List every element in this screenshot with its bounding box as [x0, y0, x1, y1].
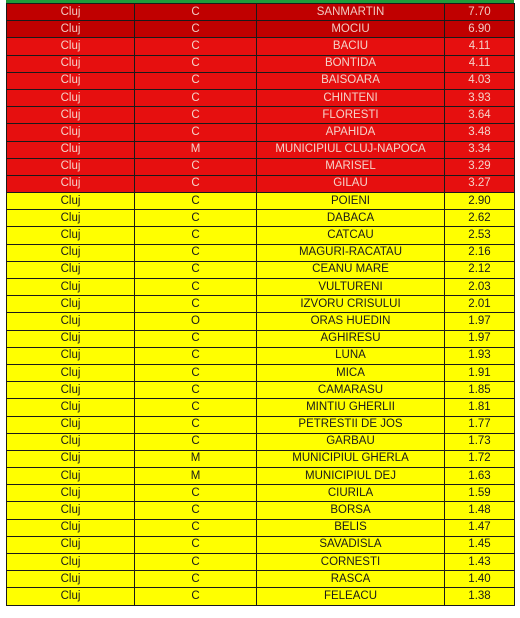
- cell-type: C: [135, 107, 257, 124]
- cell-rate: 1.91: [445, 364, 515, 381]
- cell-county: Cluj: [7, 382, 135, 399]
- cell-type: C: [135, 175, 257, 192]
- cell-county: Cluj: [7, 330, 135, 347]
- cell-locality: MOCIU: [257, 21, 445, 38]
- cell-county: Cluj: [7, 571, 135, 588]
- cell-type: C: [135, 210, 257, 227]
- table-row: [7, 107, 515, 124]
- cell-rate: 3.64: [445, 107, 515, 124]
- cell-type: C: [135, 502, 257, 519]
- cell-locality: MUNICIPIUL DEJ: [257, 468, 445, 485]
- cell-type: C: [135, 433, 257, 450]
- cell-type: M: [135, 468, 257, 485]
- cell-rate: 2.62: [445, 210, 515, 227]
- cell-rate: 3.27: [445, 175, 515, 192]
- cell-locality: APAHIDA: [257, 124, 445, 141]
- cell-type: C: [135, 519, 257, 536]
- cell-type: C: [135, 571, 257, 588]
- cell-county: Cluj: [7, 502, 135, 519]
- cell-type: C: [135, 364, 257, 381]
- cell-type: C: [135, 330, 257, 347]
- table-row: [7, 279, 515, 296]
- cell-rate: 1.63: [445, 468, 515, 485]
- table-row: [7, 193, 515, 210]
- cell-county: Cluj: [7, 244, 135, 261]
- cell-locality: MUNICIPIUL CLUJ-NAPOCA: [257, 141, 445, 158]
- cell-locality: BELIS: [257, 519, 445, 536]
- cell-type: C: [135, 227, 257, 244]
- cell-rate: 2.12: [445, 261, 515, 278]
- cell-rate: 1.93: [445, 347, 515, 364]
- cell-rate: 7.70: [445, 4, 515, 21]
- cell-locality: MAGURI-RACATAU: [257, 244, 445, 261]
- cell-county: Cluj: [7, 347, 135, 364]
- cell-locality: CEANU MARE: [257, 261, 445, 278]
- cell-rate: 1.59: [445, 485, 515, 502]
- cell-type: C: [135, 347, 257, 364]
- cell-locality: CHINTENI: [257, 89, 445, 106]
- cell-county: Cluj: [7, 468, 135, 485]
- cell-locality: BONTIDA: [257, 55, 445, 72]
- cell-type: C: [135, 4, 257, 21]
- cell-locality: CAMARASU: [257, 382, 445, 399]
- cell-county: Cluj: [7, 261, 135, 278]
- cell-locality: POIENI: [257, 193, 445, 210]
- cell-county: Cluj: [7, 554, 135, 571]
- cell-type: C: [135, 554, 257, 571]
- cell-rate: 1.40: [445, 571, 515, 588]
- cell-locality: LUNA: [257, 347, 445, 364]
- cell-type: C: [135, 38, 257, 55]
- cell-type: C: [135, 158, 257, 175]
- table-row: [7, 416, 515, 433]
- cell-county: Cluj: [7, 313, 135, 330]
- table-body: [7, 4, 515, 606]
- cell-locality: GARBAU: [257, 433, 445, 450]
- cell-rate: 3.29: [445, 158, 515, 175]
- cell-county: Cluj: [7, 227, 135, 244]
- table-row: [7, 261, 515, 278]
- cell-county: Cluj: [7, 450, 135, 467]
- cell-rate: 2.03: [445, 279, 515, 296]
- cell-type: M: [135, 450, 257, 467]
- cell-type: C: [135, 193, 257, 210]
- cell-locality: FLORESTI: [257, 107, 445, 124]
- cell-locality: MARISEL: [257, 158, 445, 175]
- cell-rate: 1.47: [445, 519, 515, 536]
- table-row: [7, 296, 515, 313]
- cell-rate: 1.97: [445, 330, 515, 347]
- cell-county: Cluj: [7, 4, 135, 21]
- cell-type: C: [135, 261, 257, 278]
- table-row: [7, 4, 515, 21]
- table-row: [7, 502, 515, 519]
- table-row: [7, 364, 515, 381]
- table-row: [7, 38, 515, 55]
- cell-county: Cluj: [7, 158, 135, 175]
- cell-county: Cluj: [7, 89, 135, 106]
- cell-county: Cluj: [7, 72, 135, 89]
- table-row: [7, 485, 515, 502]
- table-row: [7, 450, 515, 467]
- cell-county: Cluj: [7, 124, 135, 141]
- cell-type: C: [135, 399, 257, 416]
- cell-type: C: [135, 124, 257, 141]
- cell-county: Cluj: [7, 416, 135, 433]
- cell-type: C: [135, 72, 257, 89]
- cell-type: C: [135, 244, 257, 261]
- cell-county: Cluj: [7, 588, 135, 605]
- cell-rate: 1.85: [445, 382, 515, 399]
- cell-county: Cluj: [7, 519, 135, 536]
- cell-type: C: [135, 21, 257, 38]
- cell-locality: PETRESTII DE JOS: [257, 416, 445, 433]
- cell-county: Cluj: [7, 433, 135, 450]
- table-row: [7, 72, 515, 89]
- cell-rate: 1.48: [445, 502, 515, 519]
- table-row: [7, 175, 515, 192]
- cell-rate: 4.11: [445, 55, 515, 72]
- table-row: [7, 141, 515, 158]
- table-row: [7, 382, 515, 399]
- cell-locality: BACIU: [257, 38, 445, 55]
- cell-county: Cluj: [7, 21, 135, 38]
- cell-county: Cluj: [7, 193, 135, 210]
- cell-rate: 2.90: [445, 193, 515, 210]
- cell-locality: MUNICIPIUL GHERLA: [257, 450, 445, 467]
- cell-rate: 1.73: [445, 433, 515, 450]
- cell-rate: 1.77: [445, 416, 515, 433]
- cell-type: C: [135, 296, 257, 313]
- table-row: [7, 554, 515, 571]
- cell-locality: RASCA: [257, 571, 445, 588]
- table-row: [7, 468, 515, 485]
- cell-rate: 2.16: [445, 244, 515, 261]
- cell-rate: 2.53: [445, 227, 515, 244]
- table-row: [7, 347, 515, 364]
- cell-locality: BAISOARA: [257, 72, 445, 89]
- cell-locality: DABACA: [257, 210, 445, 227]
- cell-type: C: [135, 485, 257, 502]
- table-row: [7, 536, 515, 553]
- cell-county: Cluj: [7, 296, 135, 313]
- table-row: [7, 55, 515, 72]
- cell-rate: 6.90: [445, 21, 515, 38]
- table-row: [7, 330, 515, 347]
- cell-rate: 4.03: [445, 72, 515, 89]
- table-row: [7, 588, 515, 605]
- cell-locality: SANMARTIN: [257, 4, 445, 21]
- table-row: [7, 399, 515, 416]
- table-row: [7, 89, 515, 106]
- cell-rate: 3.93: [445, 89, 515, 106]
- cell-locality: SAVADISLA: [257, 536, 445, 553]
- cell-county: Cluj: [7, 210, 135, 227]
- table-row: [7, 21, 515, 38]
- cell-type: C: [135, 536, 257, 553]
- cell-county: Cluj: [7, 38, 135, 55]
- cell-locality: CIURILA: [257, 485, 445, 502]
- cell-type: O: [135, 313, 257, 330]
- cell-locality: CATCAU: [257, 227, 445, 244]
- cell-county: Cluj: [7, 107, 135, 124]
- infection-rate-table: [6, 3, 515, 606]
- cell-locality: CORNESTI: [257, 554, 445, 571]
- cell-county: Cluj: [7, 55, 135, 72]
- cell-locality: MINTIU GHERLII: [257, 399, 445, 416]
- table-row: [7, 124, 515, 141]
- cell-county: Cluj: [7, 279, 135, 296]
- cell-county: Cluj: [7, 399, 135, 416]
- cell-rate: 3.34: [445, 141, 515, 158]
- cell-county: Cluj: [7, 536, 135, 553]
- cell-locality: AGHIRESU: [257, 330, 445, 347]
- cell-locality: GILAU: [257, 175, 445, 192]
- cell-type: M: [135, 141, 257, 158]
- cell-locality: BORSA: [257, 502, 445, 519]
- cell-locality: MICA: [257, 364, 445, 381]
- cell-rate: 1.45: [445, 536, 515, 553]
- table-row: [7, 433, 515, 450]
- cell-rate: 2.01: [445, 296, 515, 313]
- cell-type: C: [135, 55, 257, 72]
- cell-type: C: [135, 279, 257, 296]
- table-row: [7, 571, 515, 588]
- cell-locality: IZVORU CRISULUI: [257, 296, 445, 313]
- cell-type: C: [135, 89, 257, 106]
- table-row: [7, 244, 515, 261]
- cell-county: Cluj: [7, 141, 135, 158]
- table-row: [7, 227, 515, 244]
- cell-rate: 1.81: [445, 399, 515, 416]
- cell-locality: VULTURENI: [257, 279, 445, 296]
- cell-county: Cluj: [7, 485, 135, 502]
- cell-type: C: [135, 416, 257, 433]
- cell-county: Cluj: [7, 175, 135, 192]
- cell-county: Cluj: [7, 364, 135, 381]
- cell-rate: 3.48: [445, 124, 515, 141]
- cell-rate: 1.43: [445, 554, 515, 571]
- cell-type: C: [135, 382, 257, 399]
- table-row: [7, 210, 515, 227]
- table-row: [7, 313, 515, 330]
- table-row: [7, 158, 515, 175]
- cell-locality: FELEACU: [257, 588, 445, 605]
- cell-locality: ORAS HUEDIN: [257, 313, 445, 330]
- cell-rate: 1.97: [445, 313, 515, 330]
- cell-rate: 1.72: [445, 450, 515, 467]
- cell-type: C: [135, 588, 257, 605]
- cell-rate: 4.11: [445, 38, 515, 55]
- table-row: [7, 519, 515, 536]
- cell-rate: 1.38: [445, 588, 515, 605]
